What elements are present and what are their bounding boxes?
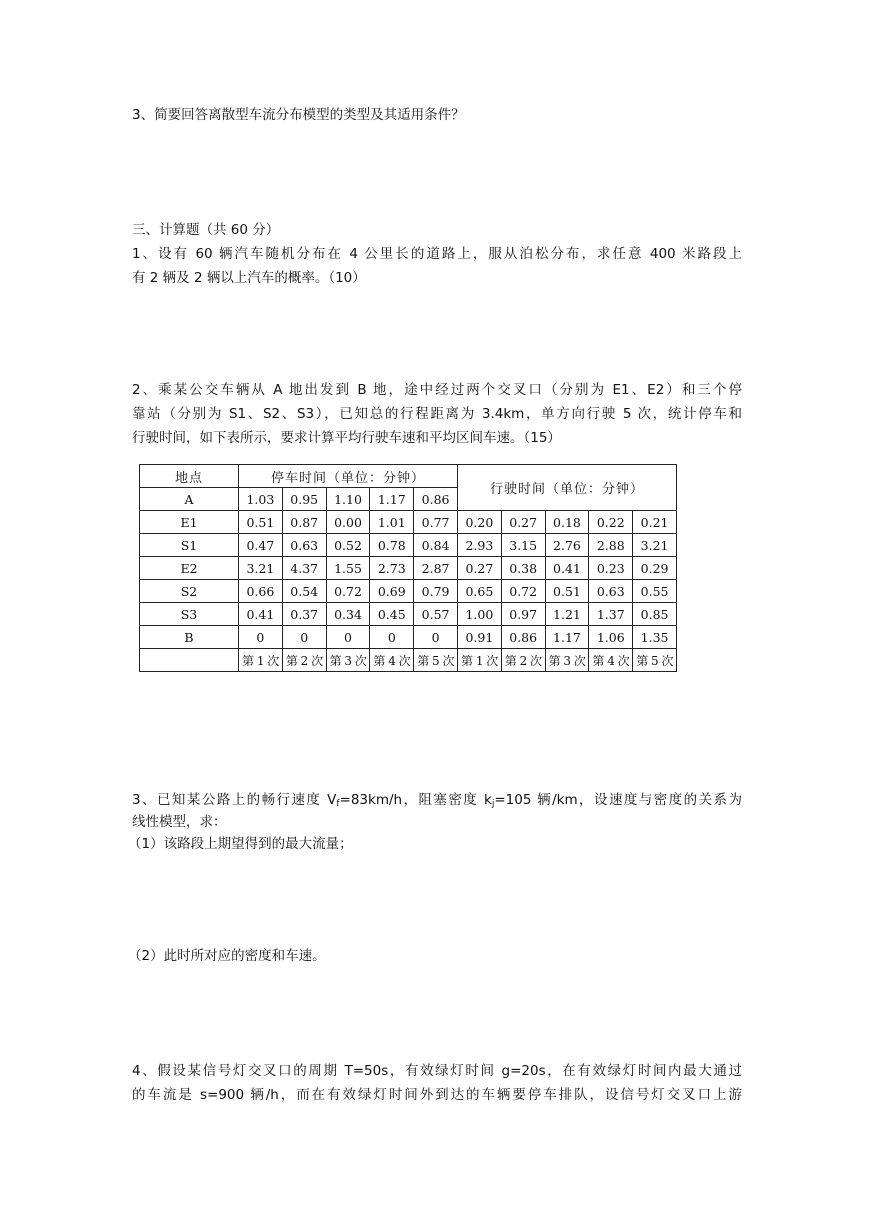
q3-part2: （2）此时所对应的密度和车速。 xyxy=(128,948,326,964)
cell-place: S1 xyxy=(140,534,239,557)
q2-line2: 靠站（分别为 S1、S2、S3），已知总的行程距离为 3.4km，单方向行驶 5 次，统计停车和 xyxy=(132,406,742,422)
cell-trip-number: 第 2 次 xyxy=(501,649,545,672)
cell-stop-time: 2.73 xyxy=(370,557,414,580)
cell-stop-time: 0.63 xyxy=(282,534,326,557)
cell-stop-time: 0.72 xyxy=(326,580,370,603)
q3-sub-j: j xyxy=(491,799,495,809)
cell-place: B xyxy=(140,626,239,649)
cell-travel-time: 0.27 xyxy=(457,557,501,580)
cell-stop-time: 0.00 xyxy=(326,511,370,534)
header-stop-time: 停车时间（单位：分钟） xyxy=(239,465,458,488)
cell-place: S3 xyxy=(140,603,239,626)
table-row xyxy=(140,511,677,534)
cell-trip-number: 第 5 次 xyxy=(414,649,458,672)
q2-line1: 2、乘某公交车辆从 A 地出发到 B 地，途中经过两个交叉口（分别为 E1、E2）和三个停 xyxy=(132,382,742,398)
cell-stop-time: 0 xyxy=(414,626,458,649)
table-row xyxy=(140,603,677,626)
trip-number-row xyxy=(140,649,677,672)
cell-stop-time: 1.10 xyxy=(326,488,370,511)
cell-trip-number: 第 2 次 xyxy=(282,649,326,672)
cell-travel-time: 0.86 xyxy=(501,626,545,649)
cell-travel-time: 0.38 xyxy=(501,557,545,580)
q3-text-c: =105 辆/km，设速度与密度的关系为 xyxy=(494,792,742,808)
table-row xyxy=(140,626,677,649)
cell-travel-time: 2.76 xyxy=(545,534,589,557)
cell-stop-time: 0.95 xyxy=(282,488,326,511)
cell-travel-time: 0.41 xyxy=(545,557,589,580)
cell-stop-time: 0.45 xyxy=(370,603,414,626)
q3-part1: （1）该路段上期望得到的最大流量； xyxy=(128,836,353,852)
cell-travel-time: 0.27 xyxy=(501,511,545,534)
cell-stop-time: 1.55 xyxy=(326,557,370,580)
cell-stop-time: 0.78 xyxy=(370,534,414,557)
cell-stop-time: 0.79 xyxy=(414,580,458,603)
cell-travel-time: 1.00 xyxy=(457,603,501,626)
cell-stop-time: 4.37 xyxy=(282,557,326,580)
cell-trip-number: 第 1 次 xyxy=(457,649,501,672)
cell-stop-time: 0 xyxy=(239,626,283,649)
cell-travel-time: 0.29 xyxy=(633,557,677,580)
cell-travel-time: 1.17 xyxy=(545,626,589,649)
bus-time-table xyxy=(139,464,677,672)
header-place: 地点 xyxy=(140,465,239,488)
cell-travel-time: 0.91 xyxy=(457,626,501,649)
cell-travel-time: 0.51 xyxy=(545,580,589,603)
cell-travel-time: 3.15 xyxy=(501,534,545,557)
q1-line1: 1、设有 60 辆汽车随机分布在 4 公里长的道路上，服从泊松分布，求任意 400 米路段上 xyxy=(132,246,742,262)
cell-stop-time: 1.03 xyxy=(239,488,283,511)
cell-stop-time: 0.87 xyxy=(282,511,326,534)
q3-text-a: 3、已知某公路上的畅行速度 V xyxy=(132,792,337,808)
table-row xyxy=(140,534,677,557)
cell-trip-number: 第 3 次 xyxy=(326,649,370,672)
cell-travel-time: 2.93 xyxy=(457,534,501,557)
cell-stop-time: 0.41 xyxy=(239,603,283,626)
cell-stop-time: 0.57 xyxy=(414,603,458,626)
q4-line2: 的车流是 s=900 辆/h，而在有效绿灯时间外到达的车辆要停车排队，设信号灯交叉口上游 xyxy=(132,1087,742,1103)
cell-travel-time: 3.21 xyxy=(633,534,677,557)
q3-text-b: =83km/h，阻塞密度 k xyxy=(339,792,492,808)
cell-trip-number: 第 4 次 xyxy=(370,649,414,672)
cell-stop-time: 0.86 xyxy=(414,488,458,511)
cell-stop-time: 1.01 xyxy=(370,511,414,534)
q3-line2: 线性模型，求： xyxy=(132,814,227,830)
cell-travel-time: 0.97 xyxy=(501,603,545,626)
cell-trip-number: 第 4 次 xyxy=(589,649,633,672)
cell-travel-time: 1.21 xyxy=(545,603,589,626)
cell-trip-number: 第 1 次 xyxy=(239,649,283,672)
q2-line3: 行驶时间，如下表所示，要求计算平均行驶车速和平均区间车速。（15） xyxy=(132,430,561,446)
cell-place: S2 xyxy=(140,580,239,603)
table-header-row xyxy=(140,465,677,488)
q4-line1: 4、假设某信号灯交叉口的周期 T=50s，有效绿灯时间 g=20s，在有效绿灯时间内最大通过 xyxy=(132,1063,742,1079)
cell-travel-time: 0.72 xyxy=(501,580,545,603)
cell-stop-time: 2.87 xyxy=(414,557,458,580)
cell-stop-time: 0.84 xyxy=(414,534,458,557)
cell-travel-time: 0.23 xyxy=(589,557,633,580)
header-travel-time: 行驶时间（单位：分钟） xyxy=(457,465,676,511)
table-row xyxy=(140,580,677,603)
cell-travel-time: 0.85 xyxy=(633,603,677,626)
cell-stop-time: 0.37 xyxy=(282,603,326,626)
cell-travel-time: 0.18 xyxy=(545,511,589,534)
cell-stop-time: 0 xyxy=(370,626,414,649)
cell-travel-time: 1.06 xyxy=(589,626,633,649)
cell-trip-number: 第 3 次 xyxy=(545,649,589,672)
cell-travel-time: 1.37 xyxy=(589,603,633,626)
cell-stop-time: 0.69 xyxy=(370,580,414,603)
cell-blank xyxy=(140,649,239,672)
cell-travel-time: 0.65 xyxy=(457,580,501,603)
cell-travel-time: 0.22 xyxy=(589,511,633,534)
cell-travel-time: 0.20 xyxy=(457,511,501,534)
cell-stop-time: 0.77 xyxy=(414,511,458,534)
cell-travel-time: 0.21 xyxy=(633,511,677,534)
question-discrete-models: 3、简要回答离散型车流分布模型的类型及其适用条件？ xyxy=(132,107,465,123)
cell-travel-time: 1.35 xyxy=(633,626,677,649)
q1-line2: 有 2 辆及 2 辆以上汽车的概率。（10） xyxy=(132,270,366,286)
q3-sub-f: f xyxy=(336,799,340,809)
cell-stop-time: 0.52 xyxy=(326,534,370,557)
cell-stop-time: 0 xyxy=(282,626,326,649)
table-row xyxy=(140,557,677,580)
cell-stop-time: 0.47 xyxy=(239,534,283,557)
cell-trip-number: 第 5 次 xyxy=(633,649,677,672)
cell-stop-time: 0.51 xyxy=(239,511,283,534)
section-title: 三、计算题（共 60 分） xyxy=(132,222,280,238)
cell-stop-time: 3.21 xyxy=(239,557,283,580)
cell-place: E2 xyxy=(140,557,239,580)
cell-place: E1 xyxy=(140,511,239,534)
cell-stop-time: 1.17 xyxy=(370,488,414,511)
cell-stop-time: 0.34 xyxy=(326,603,370,626)
cell-stop-time: 0.66 xyxy=(239,580,283,603)
cell-stop-time: 0.54 xyxy=(282,580,326,603)
cell-stop-time: 0 xyxy=(326,626,370,649)
cell-travel-time: 0.63 xyxy=(589,580,633,603)
cell-travel-time: 0.55 xyxy=(633,580,677,603)
cell-place: A xyxy=(140,488,239,511)
cell-travel-time: 2.88 xyxy=(589,534,633,557)
